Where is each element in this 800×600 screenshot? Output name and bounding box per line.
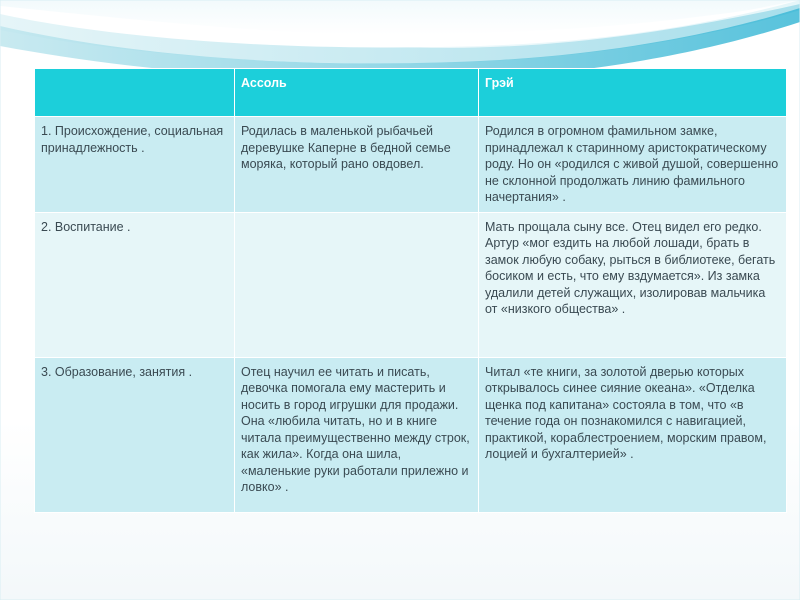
table-row [35, 117, 787, 213]
cell-topic: 2. Воспитание . [35, 212, 235, 357]
cell-assol: Отец научил ее читать и писать, девочка помогала ему мастерить и носить в город игрушки для продажи. Она «любила читать, но и в книге читала преимущественно между строк, как жила». Когда она шила, «маленькие руки работали прилежно и ловко» . [235, 357, 479, 512]
cell-topic: 1. Происхождение, социальная принадлежность . [35, 117, 235, 213]
header-grey: Грэй [479, 69, 787, 117]
cell-grey: Читал «те книги, за золотой дверью которых открывалось синее сияние океана». «Отделка щенка под капитана» состояла в том, что «в течение года он познакомился с навигацией, практикой, кораблестроением, морским правом, лоцией и бухгалтерией» . [479, 357, 787, 512]
header-assol: Ассоль [235, 69, 479, 117]
header-topic [35, 69, 235, 117]
table-row [35, 212, 787, 357]
table-row [35, 357, 787, 512]
cell-grey: Мать прощала сыну все. Отец видел его редко. Артур «мог ездить на любой лошади, брать в замок любую собаку, рыться в библиотеке, бегать босиком и есть, что ему вздумается». Из замка удалили детей служащих, изолировав мальчика от «низкого общества» . [479, 212, 787, 357]
comparison-table-wrapper [34, 68, 786, 513]
cell-topic: 3. Образование, занятия . [35, 357, 235, 512]
comparison-table [34, 68, 787, 513]
cell-assol [235, 212, 479, 357]
table-header-row [35, 69, 787, 117]
cell-grey: Родился в огромном фамильном замке, принадлежал к старинному аристократическому роду. Но он «родился с живой душой, совершенно не склонной продолжать линию фамильного начертания» . [479, 117, 787, 213]
cell-assol: Родилась в маленькой рыбачьей деревушке Каперне в бедной семье моряка, который рано овдовел. [235, 117, 479, 213]
